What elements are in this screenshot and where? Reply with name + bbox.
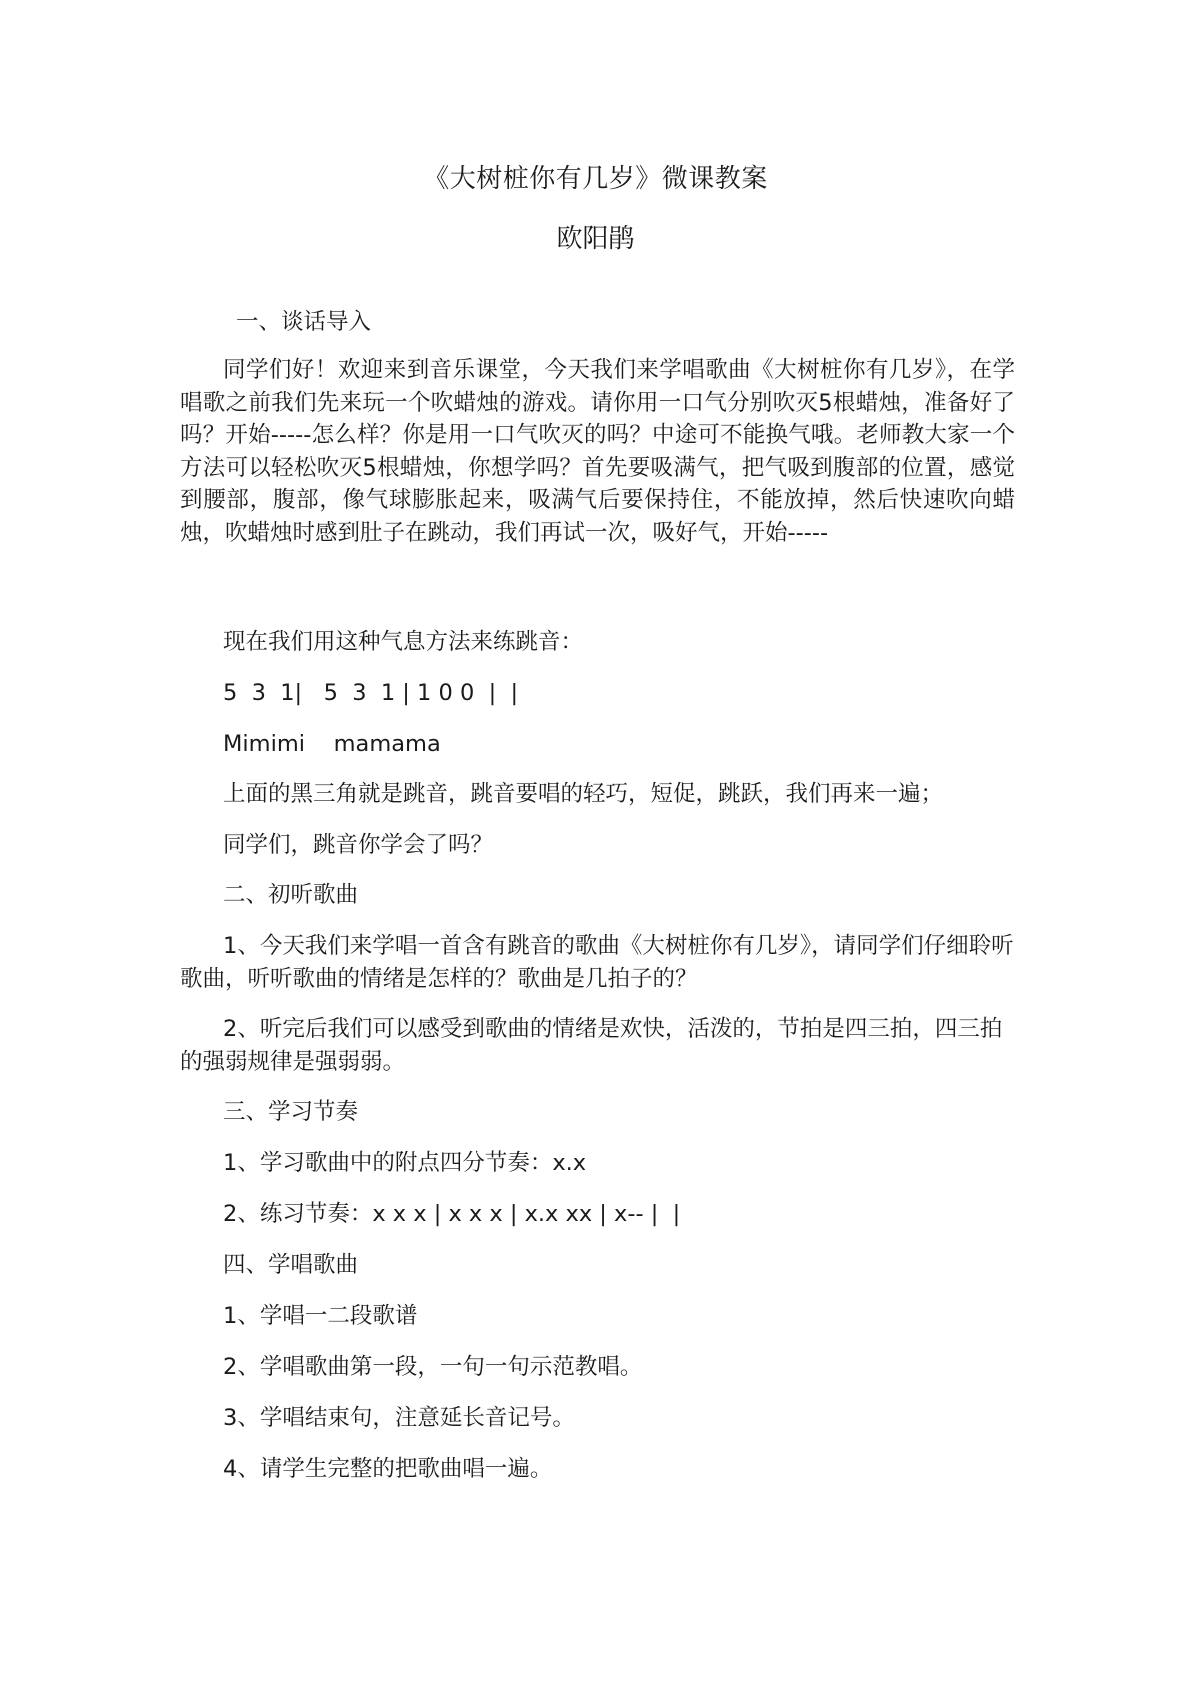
- section3-item-2: 2、练习节奏：x x x | x x x | x.x xx | x-- | |: [223, 1201, 681, 1227]
- staccato-explanation: 上面的黑三角就是跳音，跳音要唱的轻巧，短促，跳跃，我们再来一遍；: [223, 781, 944, 807]
- staccato-question: 同学们，跳音你学会了吗？: [223, 832, 494, 858]
- section3-heading: 三、学习节奏: [223, 1099, 359, 1125]
- section4-item-2: 2、学唱歌曲第一段，一句一句示范教唱。: [223, 1354, 643, 1380]
- section4-heading: 四、学唱歌曲: [223, 1252, 359, 1278]
- document-author: 欧阳鹃: [556, 224, 635, 254]
- notation-line: 5 3 1| 5 3 1 | 1 0 0 | |: [223, 680, 519, 706]
- section4-item-1: 1、学唱一二段歌谱: [223, 1303, 418, 1329]
- section2-paragraph-2: 2、听完后我们可以感受到歌曲的情绪是欢快，活泼的，节拍是四三拍，四三拍的强弱规律是强弱弱。: [180, 1016, 1003, 1075]
- section1-heading: 一、谈话导入: [236, 309, 372, 335]
- practice-intro: 现在我们用这种气息方法来练跳音：: [223, 629, 584, 655]
- section4-item-4: 4、请学生完整的把歌曲唱一遍。: [223, 1456, 553, 1482]
- section2-paragraph-1: 1、今天我们来学唱一首含有跳音的歌曲《大树桩你有几岁》，请同学们仔细聆听歌曲，听听歌曲的情绪是怎样的？歌曲是几拍子的？: [180, 933, 1014, 992]
- section3-item-1: 1、学习歌曲中的附点四分节奏：x.x: [223, 1150, 587, 1176]
- section2-heading: 二、初听歌曲: [223, 882, 359, 908]
- document-title: 《大树桩你有几岁》微课教案: [423, 164, 768, 194]
- section4-item-3: 3、学唱结束句，注意延长音记号。: [223, 1405, 575, 1431]
- syllables-line: Mimimi mamama: [223, 731, 441, 757]
- section1-intro-paragraph: 同学们好！欢迎来到音乐课堂，今天我们来学唱歌曲《大树桩你有几岁》，在学唱歌之前我们先来玩一个吹蜡烛的游戏。请你用一口气分别吹灭5根蜡烛，准备好了吗？开始-----怎么样？你是用一口气吹灭的吗？中途可不能换气哦。老师教大家一个方法可以轻松吹灭5根蜡烛，你想学吗？首先要吸满气，把气吸到腹部的位置，感觉到腰部，腹部，像气球膨胀起来，吸满气后要保持住，不能放掉，然后快速吹向蜡烛，吹蜡烛时感到肚子在跳动，我们再试一次，吸好气，开始-----: [180, 357, 1015, 546]
